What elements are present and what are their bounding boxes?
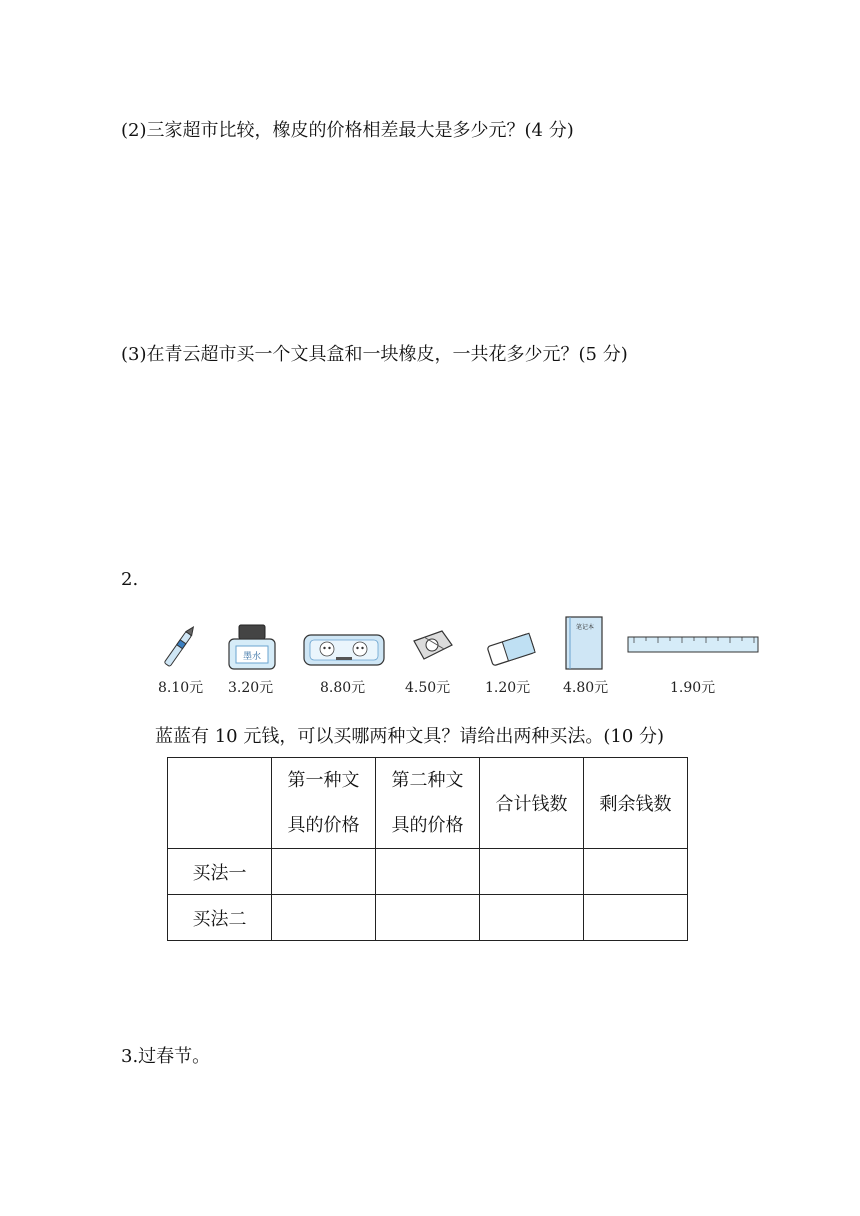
- table-header-total: 合计钱数: [480, 758, 584, 849]
- table-header-second-price: 第二种文 具的价格: [376, 758, 480, 849]
- stationery-item-pen: [150, 615, 210, 700]
- table-row: [168, 895, 688, 941]
- row-label-plan-2: 买法二: [168, 895, 272, 941]
- price-notebook: 4.80元: [563, 680, 609, 696]
- pencil-case-icon: [300, 615, 390, 675]
- price-sharpener: 4.50元: [405, 680, 451, 696]
- question-2-part-2: (2)三家超市比较，橡皮的价格相差最大是多少元？(4 分): [121, 120, 574, 141]
- question-2-intro: 蓝蓝有 10 元钱，可以买哪两种文具？请给出两种买法。(10 分): [155, 726, 665, 747]
- stationery-item-ruler: [626, 615, 762, 700]
- stationery-item-ink: [225, 615, 285, 700]
- answer-cell[interactable]: [376, 895, 480, 941]
- ruler-icon: [626, 615, 762, 675]
- answer-cell[interactable]: [480, 849, 584, 895]
- price-eraser: 1.20元: [485, 680, 531, 696]
- answer-cell[interactable]: [584, 849, 688, 895]
- ink-label: 墨水: [242, 652, 262, 662]
- price-pencil-case: 8.80元: [320, 680, 366, 696]
- table-header-first-price: 第一种文 具的价格: [272, 758, 376, 849]
- pen-icon: [150, 615, 210, 675]
- table-row: [168, 849, 688, 895]
- stationery-item-sharpener: [405, 615, 458, 700]
- question-number-2: 2.: [121, 569, 139, 590]
- table-header-empty: [168, 758, 272, 849]
- ink-bottle-icon: [225, 615, 285, 675]
- notebook-icon: [560, 615, 610, 675]
- stationery-item-notebook: [560, 615, 610, 700]
- answer-cell[interactable]: [272, 849, 376, 895]
- purchase-plan-table: [167, 757, 688, 941]
- price-pen: 8.10元: [158, 680, 204, 696]
- answer-cell[interactable]: [480, 895, 584, 941]
- sharpener-icon: [408, 615, 458, 675]
- stationery-item-eraser: [485, 615, 540, 700]
- price-ruler: 1.90元: [670, 680, 716, 696]
- price-ink: 3.20元: [228, 680, 274, 696]
- eraser-icon: [485, 615, 540, 675]
- answer-cell[interactable]: [376, 849, 480, 895]
- stationery-price-list: [150, 615, 770, 700]
- answer-cell[interactable]: [584, 895, 688, 941]
- answer-cell[interactable]: [272, 895, 376, 941]
- question-2-part-3: (3)在青云超市买一个文具盒和一块橡皮，一共花多少元？(5 分): [121, 344, 628, 365]
- table-header-row: [168, 758, 688, 849]
- stationery-item-pencil-case: [300, 615, 390, 700]
- question-3: 3.过春节。: [121, 1046, 211, 1067]
- row-label-plan-1: 买法一: [168, 849, 272, 895]
- table-header-remaining: 剩余钱数: [584, 758, 688, 849]
- notebook-label: 笔记本: [575, 624, 595, 631]
